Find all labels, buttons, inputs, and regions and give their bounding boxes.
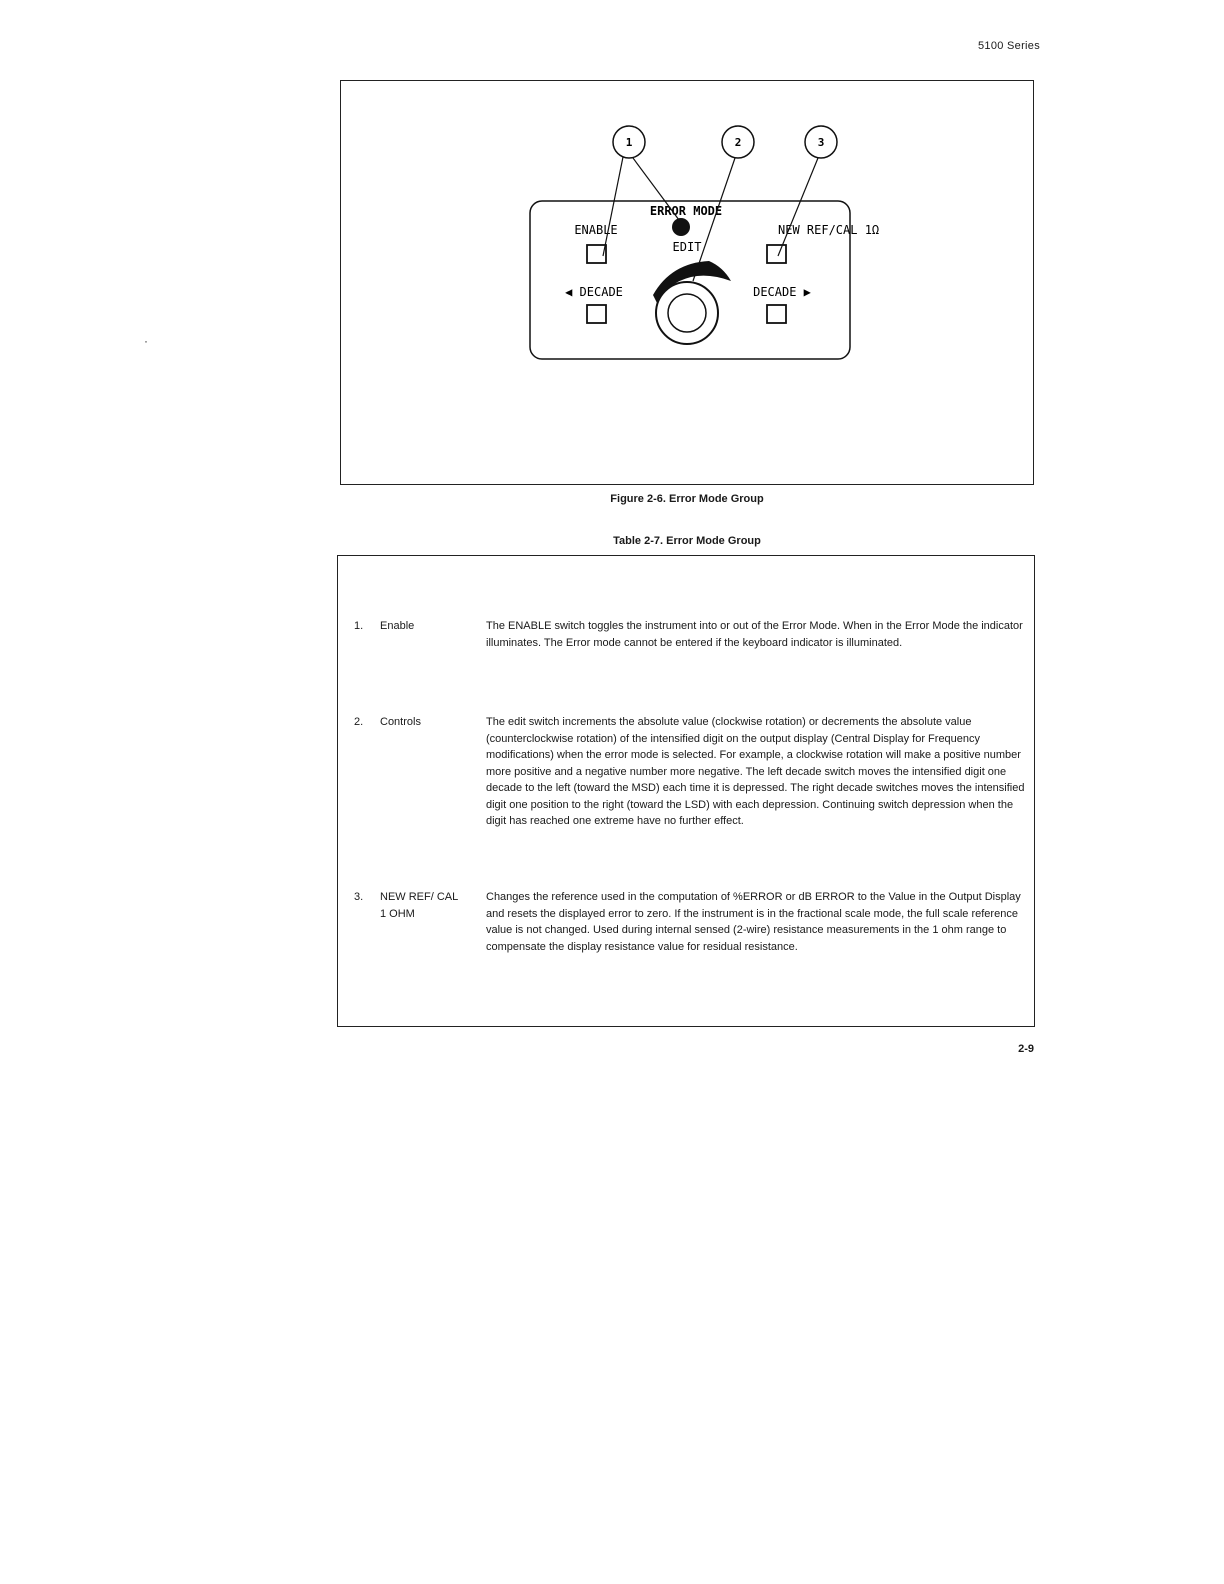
callout-2-label: 2 (734, 136, 742, 149)
decade-right-button (767, 305, 786, 323)
edit-knob-center (668, 294, 706, 332)
callout-2 (722, 126, 754, 158)
decade-left-label: ◀ DECADE (565, 285, 623, 299)
row-name: Enable (380, 620, 415, 632)
edit-label: EDIT (672, 240, 702, 254)
decade-right-label: DECADE ▶ (753, 285, 811, 299)
row-number: 2. (354, 716, 364, 728)
error-mode-table (337, 555, 1035, 1027)
row-description: Changes the reference used in the computation of %ERROR or dB ERROR to the Value in the Output Display and resets the displayed error to zero. If the instrument is in the fractional scale mode, the full scale reference value is not changed. Used during internal sensed (2-wire) resistance measurements in the 1 ohm range to compensate the display resistance value for residual resistance. (486, 891, 1021, 953)
callout-1-label: 1 (625, 136, 633, 149)
row-description: The edit switch increments the absolute value (clockwise rotation) or decrements the absolute value (counterclockwise rotation) of the intensified digit on the output display (Central Display for Frequency modifications) when the error mode is selected. For example, a clockwise rotation will make a positive number more positive and a negative number more negative. The left decade switch moves the intensified digit one decade to the left (toward the MSD) each time it is depressed. The right decade switches moves the intensified digit one position to the right (toward the LSD) with each depression. Continuing switch depression when the digit has reached one extreme have no further effect. (486, 716, 1025, 827)
figure-frame (340, 80, 1034, 485)
callout-3 (805, 126, 837, 158)
decade-left-button (587, 305, 606, 323)
scan-speck: · (144, 334, 148, 348)
figure-caption: Figure 2-6. Error Mode Group (610, 493, 764, 505)
callout-3-label: 3 (817, 136, 825, 149)
new-ref-cal-button (767, 245, 786, 263)
page-number: 2-9 (1018, 1043, 1034, 1055)
error-mode-indicator (672, 218, 690, 236)
table-title: Table 2-7. Error Mode Group (613, 535, 761, 547)
row-name: Controls (380, 716, 421, 728)
row-number: 3. (354, 891, 364, 903)
error-mode-title: ERROR MODE (649, 204, 723, 218)
row-description: The ENABLE switch toggles the instrument into or out of the Error Mode. When in the Error Mode the indicator illuminates. The Error mode cannot be entered if the keyboard indicator is illuminated. (486, 620, 1023, 649)
series-header: 5100 Series (977, 40, 1040, 52)
callout-1 (613, 126, 645, 158)
row-name: NEW REF/ CAL 1 OHM (380, 891, 458, 920)
enable-label: ENABLE (574, 223, 618, 237)
error-mode-panel-diagram (341, 81, 1035, 486)
new-ref-cal-label: NEW REF/CAL 1Ω (778, 223, 880, 237)
row-number: 1. (354, 620, 364, 632)
